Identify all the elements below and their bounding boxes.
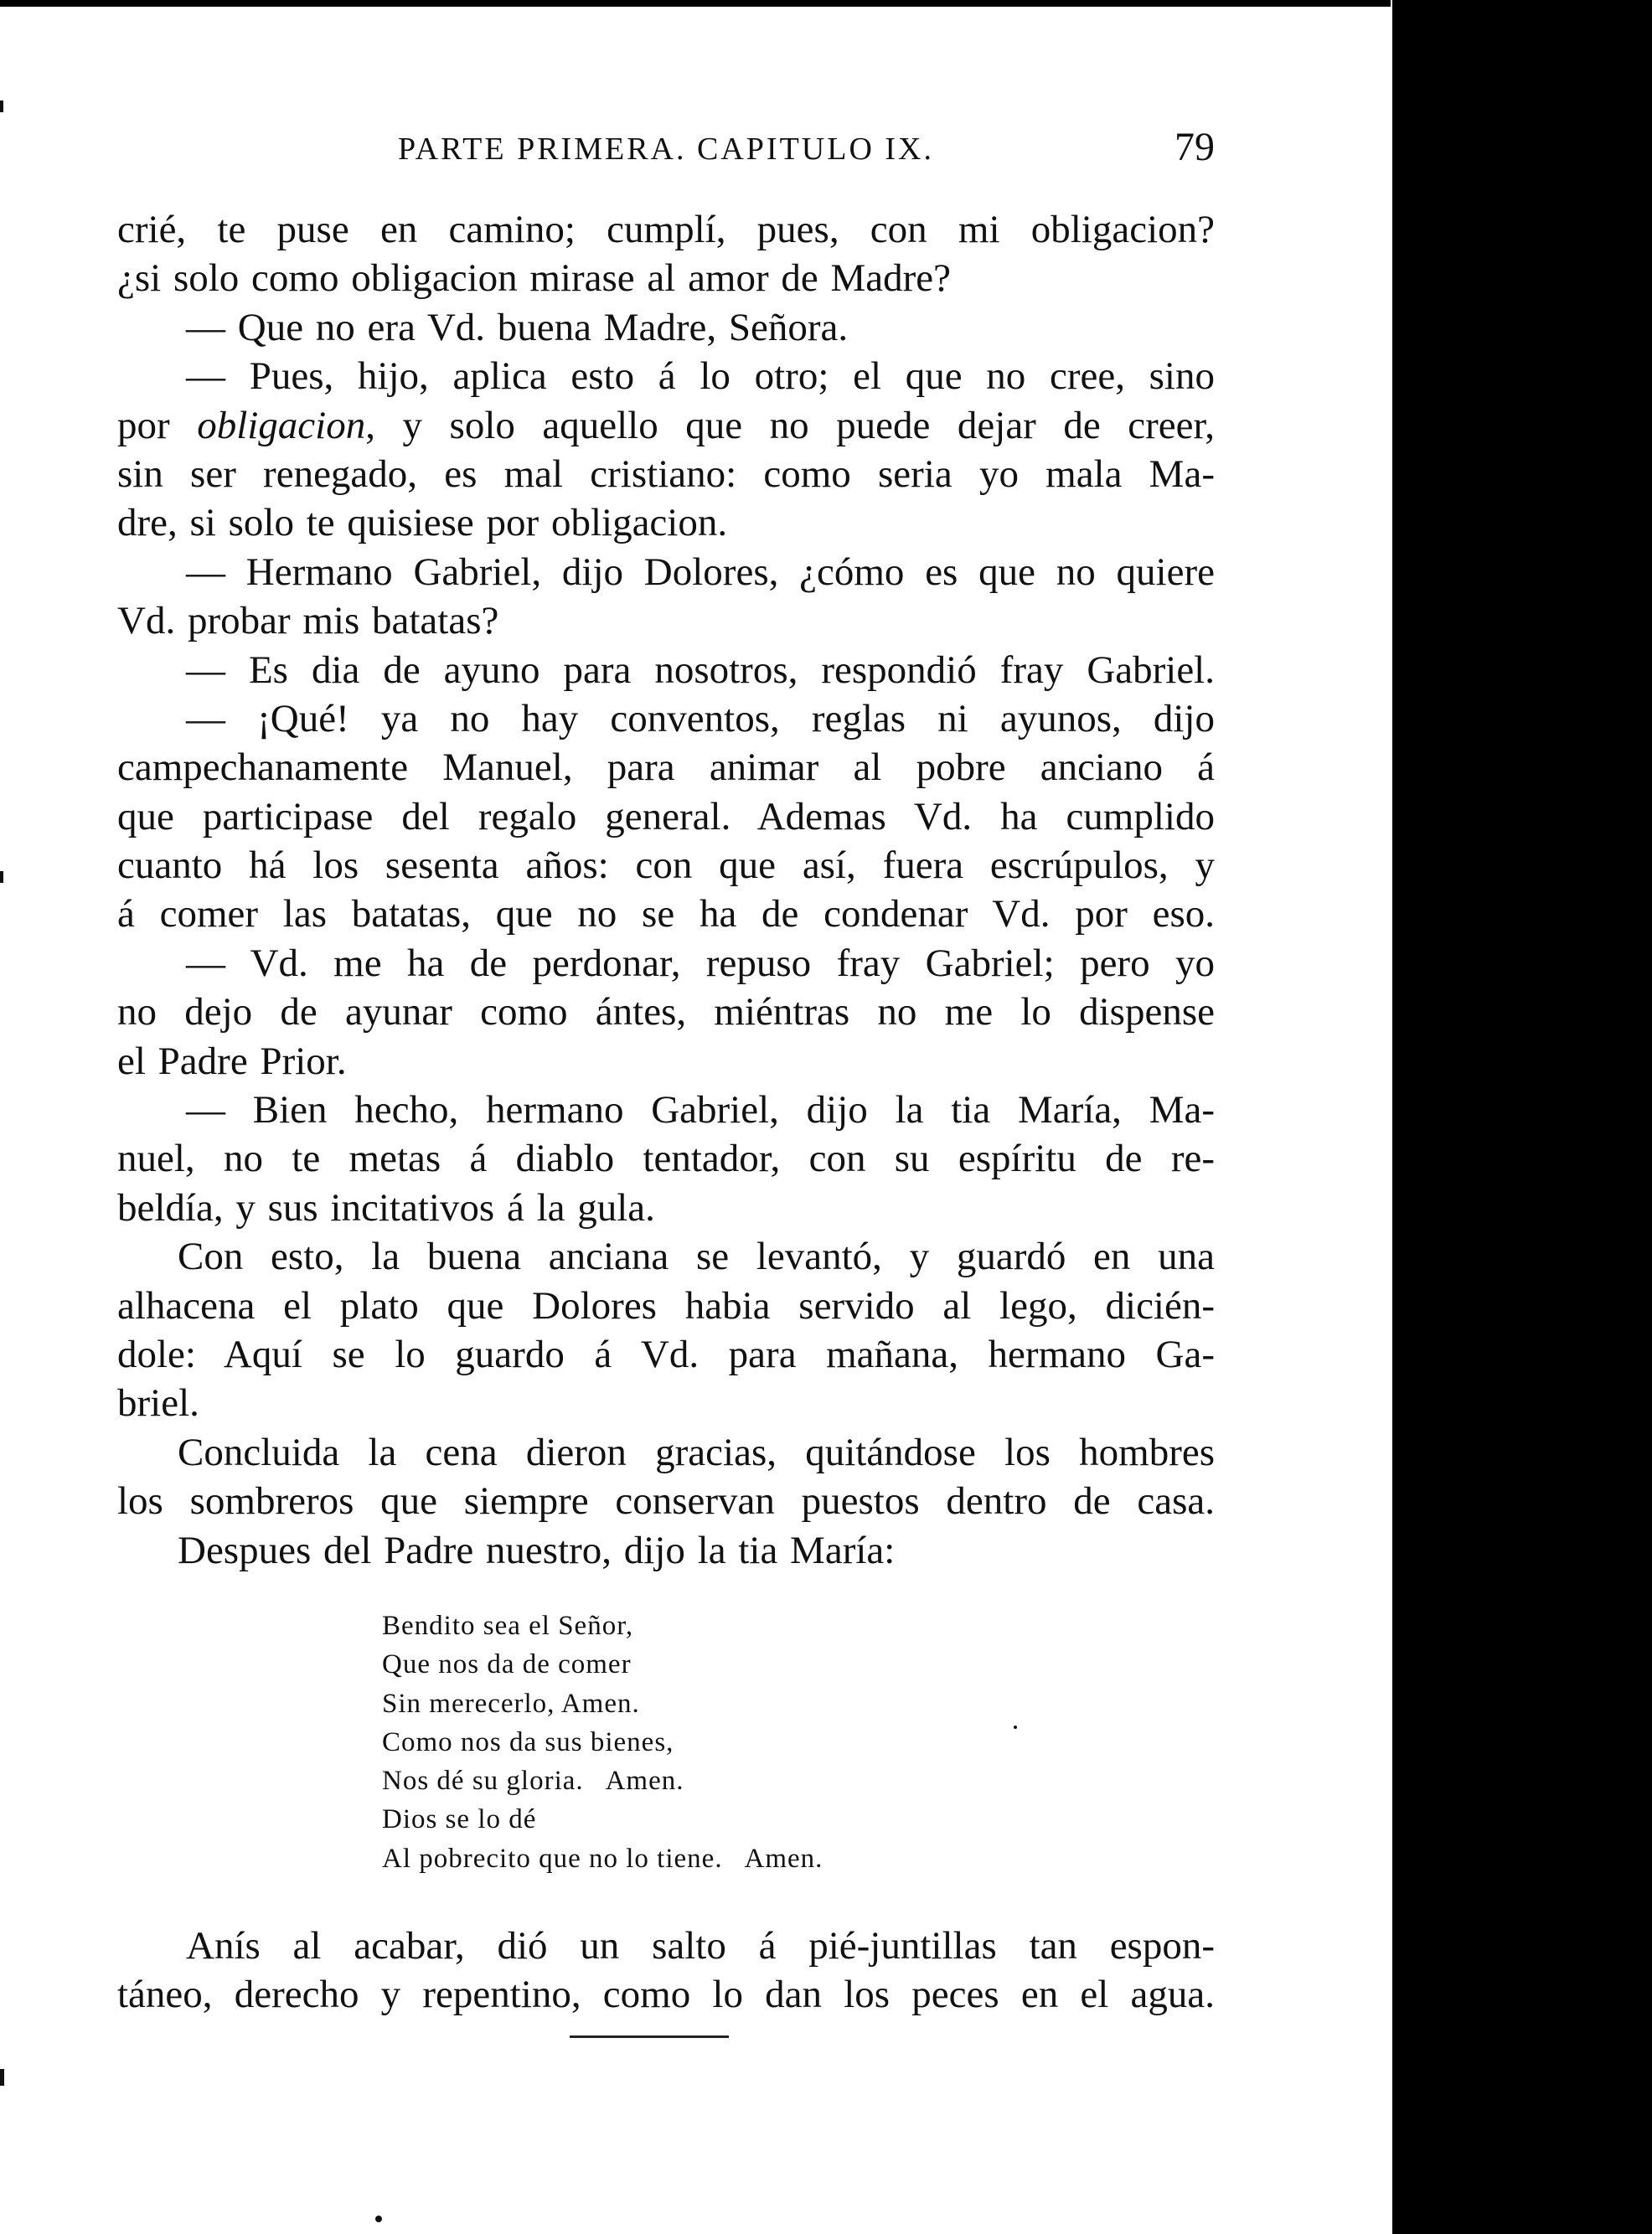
text-line: ¿si solo como obligacion mirase al amor de Madre? [117, 256, 952, 301]
text-line: — Que no era Vd. buena Madre, Señora. [186, 305, 849, 349]
poem-line: Sin merecerlo, Amen. [382, 1688, 640, 1719]
text-line: cuanto há los sesenta años: con que así, fuera escrúpulos, y [117, 844, 1215, 888]
text-line: que participase del regalo general. Ademas Vd. ha cumplido [117, 794, 1215, 838]
body-text [117, 205, 1215, 1575]
right-scan-edge [1392, 0, 1652, 2234]
text-line [117, 401, 1215, 450]
closing-paragraph [117, 1922, 1215, 2020]
text-line: Vd. probar mis batatas? [117, 599, 499, 643]
text-segment: , y solo aquello que no puede dejar de creer, [365, 403, 1215, 447]
text-line: — Vd. me ha de perdonar, repuso fray Gabriel; pero yo [186, 941, 1215, 985]
text-line: el Padre Prior. [117, 1039, 347, 1083]
poem-line: Nos dé su gloria. Amen. [382, 1766, 684, 1797]
text-line: táneo, derecho y repentino, como lo dan los peces en el agua. [117, 1973, 1215, 2017]
running-head: PARTE PRIMERA. CAPITULO IX. [398, 132, 934, 167]
poem-line: Bendito sea el Señor, [382, 1611, 634, 1641]
scan-margin-mark [0, 2069, 4, 2086]
text-segment: por [117, 403, 198, 447]
text-line: Con esto, la buena anciana se levantó, y guardó en una [178, 1235, 1215, 1279]
poem-line: Que nos da de comer [382, 1649, 632, 1680]
text-line: los sombreros que siempre conservan puestos dentro de casa. [117, 1479, 1215, 1524]
section-end-rule [570, 2035, 729, 2038]
poem [382, 1607, 823, 1878]
emphasis: obligacion [197, 403, 366, 447]
text-line: crié, te puse en camino; cumplí, pues, con mi obligacion? [117, 208, 1215, 251]
text-line: alhacena el plato que Dolores habia servido al lego, dicién- [117, 1283, 1215, 1328]
scan-speck [1014, 1726, 1017, 1729]
poem-line: Al pobrecito que no lo tiene. Amen. [382, 1843, 823, 1874]
text-line: Concluida la cena dieron gracias, quitándose los hombres [178, 1430, 1215, 1474]
text-line: Anís al acabar, dió un salto á pié-juntillas tan espon- [186, 1924, 1215, 1968]
text-line: nuel, no te metas á diablo tentador, con su espíritu de re- [117, 1137, 1215, 1181]
text-line: — Hermano Gabriel, dijo Dolores, ¿cómo es que no quiere [186, 549, 1215, 594]
text-line: á comer las batatas, que no se ha de condenar Vd. por eso. [117, 892, 1215, 936]
top-scan-border [0, 0, 1391, 7]
scan-speck [375, 2216, 382, 2222]
text-line: sin ser renegado, es mal cristiano: como seria yo mala Ma- [117, 451, 1215, 496]
scan-margin-mark [0, 101, 3, 112]
text-line: campechanamente Manuel, para animar al pobre anciano á [117, 746, 1215, 790]
text-line: — Bien hecho, hermano Gabriel, dijo la tia María, Ma- [186, 1088, 1215, 1132]
text-line: — Pues, hijo, aplica esto á lo otro; el que no cree, sino [186, 354, 1215, 399]
page-header [117, 124, 1215, 179]
text-line: briel. [117, 1381, 199, 1426]
text-line: — Es dia de ayuno para nosotros, respondió fray Gabriel. [186, 647, 1215, 692]
text-line: dole: Aquí se lo guardo á Vd. para mañana, hermano Ga- [117, 1332, 1215, 1376]
poem-line: Dios se lo dé [382, 1804, 537, 1835]
text-line: Despues del Padre nuestro, dijo la tia María: [178, 1528, 896, 1572]
text-line: dre, si solo te quisiese por obligacion. [117, 501, 728, 545]
text-line: beldía, y sus incitativos á la gula. [117, 1185, 655, 1230]
scan-margin-mark [0, 871, 3, 883]
poem-line: Como nos da sus bienes, [382, 1726, 674, 1757]
text-line: — ¡Qué! ya no hay conventos, reglas ni ayunos, dijo [186, 696, 1215, 740]
text-line: no dejo de ayunar como ántes, miéntras no me lo dispense [117, 990, 1215, 1034]
page-number: 79 [1174, 125, 1215, 169]
